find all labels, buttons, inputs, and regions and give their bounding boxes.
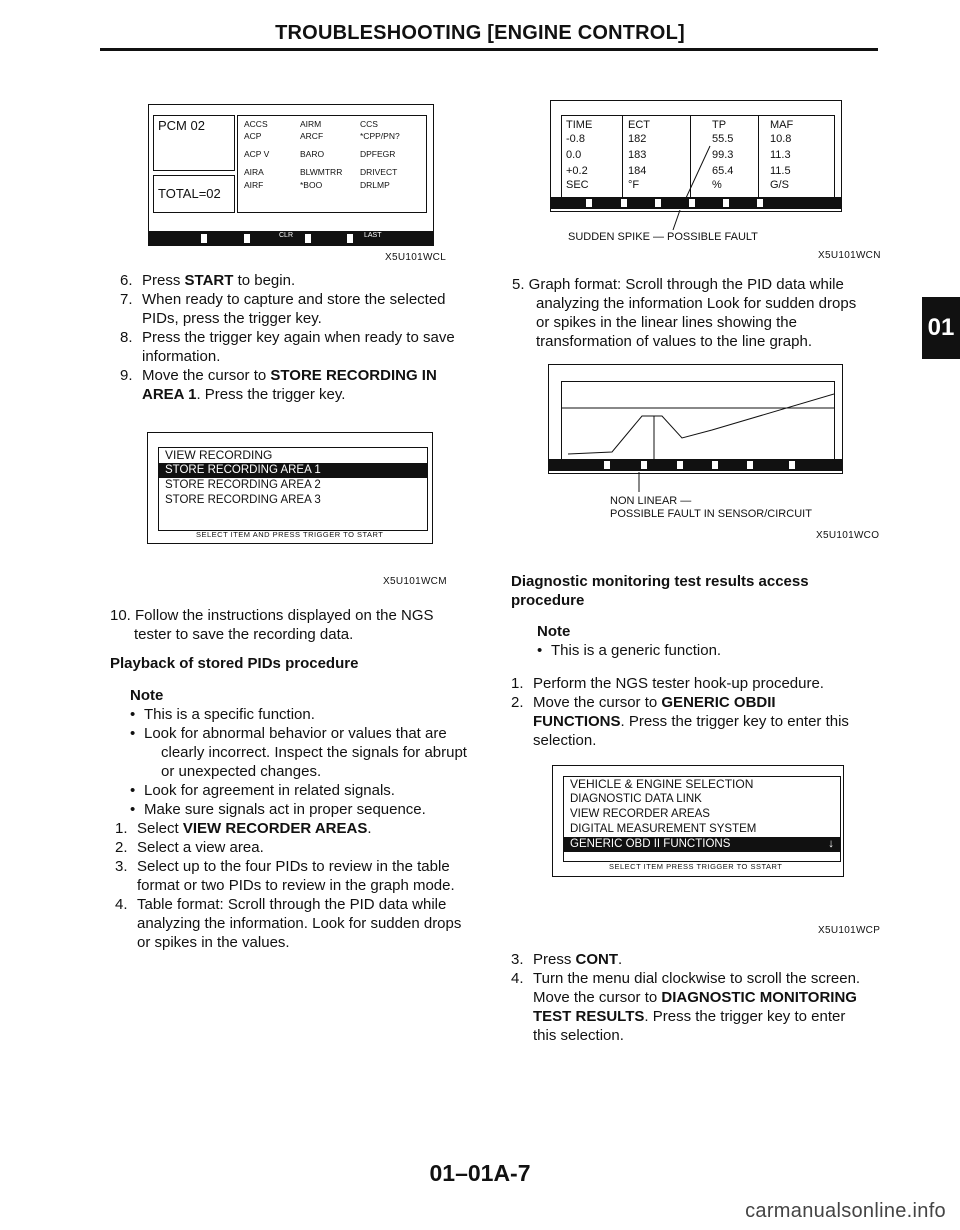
- step-line: 3. Press CONT.: [511, 951, 623, 968]
- pcm-label: PCM 02: [158, 118, 205, 133]
- note-item: • Make sure signals act in proper sequence.: [130, 801, 426, 818]
- pid-grid: [237, 115, 427, 213]
- note-label: Note: [537, 623, 571, 640]
- figure-code: X5U101WCO: [816, 530, 880, 541]
- menu-item-view-recording[interactable]: VIEW RECORDING: [165, 448, 273, 462]
- softkey-bar: [551, 197, 841, 209]
- softkey-bar: [549, 459, 842, 471]
- pid-cell: DPFEGR: [360, 149, 396, 159]
- page-header-title: TROUBLESHOOTING [ENGINE CONTROL]: [275, 22, 685, 44]
- diag-heading-line: Diagnostic monitoring test results access: [511, 573, 809, 590]
- total-label-box: [153, 175, 235, 213]
- step-line: 2. Move the cursor to GENERIC OBDII: [511, 694, 776, 711]
- note-item: clearly incorrect. Inspect the signals for abrupt: [161, 744, 467, 761]
- diag-steps-3-4: [511, 950, 931, 1045]
- figure-code: X5U101WCP: [818, 925, 881, 936]
- watermark: carmanualsonline.info: [745, 1200, 946, 1222]
- softkey-bar: [149, 231, 433, 245]
- pid-cell: CCS: [360, 119, 378, 129]
- graph-caption-line: POSSIBLE FAULT IN SENSOR/CIRCUIT: [610, 508, 812, 520]
- pid-table-grid: [561, 115, 835, 199]
- pid-cell: ARCF: [300, 131, 324, 141]
- unit-label: G/S: [770, 179, 789, 191]
- line-graph: [562, 382, 834, 460]
- menu-item-vehicle-selection[interactable]: VEHICLE & ENGINE SELECTION: [570, 777, 754, 791]
- graph-pointer-tail: [636, 472, 642, 494]
- spike-pointer-line: [562, 116, 834, 198]
- section-tab: 01: [922, 297, 960, 359]
- note-item: • This is a generic function.: [537, 642, 722, 659]
- menu-item-store-area-1[interactable]: STORE RECORDING AREA 1: [159, 463, 427, 478]
- step-line: Move the cursor to DIAGNOSTIC MONITORING: [533, 989, 857, 1006]
- softkey-last: LAST: [364, 232, 382, 239]
- menu-item-view-recorder-areas[interactable]: VIEW RECORDER AREAS: [570, 808, 710, 820]
- table-cell: 11.3: [770, 149, 791, 161]
- unit-label: %: [712, 179, 722, 191]
- pid-cell: AIRA: [244, 167, 264, 177]
- note-item: or unexpected changes.: [161, 763, 322, 780]
- col-header-tp: TP: [712, 119, 727, 131]
- playback-notes: [130, 686, 500, 819]
- step-line: 2. Select a view area.: [115, 839, 264, 856]
- note-item: • Look for agreement in related signals.: [130, 782, 395, 799]
- page-number: 01–01A-7: [429, 1160, 531, 1186]
- pid-table-caption: SUDDEN SPIKE — POSSIBLE FAULT: [568, 231, 758, 243]
- step-line: FUNCTIONS. Press the trigger key to enter this: [533, 713, 849, 730]
- pid-cell: *CPP/PN?: [360, 131, 400, 141]
- step-line: 7. When ready to capture and store the selected: [120, 291, 446, 308]
- step-line: or spikes in the values.: [137, 934, 290, 951]
- steps-6-9: [120, 271, 500, 404]
- table-cell: 182: [628, 133, 647, 145]
- step-line: AREA 1. Press the trigger key.: [142, 386, 346, 403]
- graph-caption-line: NON LINEAR —: [610, 495, 692, 507]
- graph-screen: [548, 364, 843, 474]
- softkey-clr: CLR: [279, 232, 294, 239]
- step-line: 8. Press the trigger key again when ready to save: [120, 329, 455, 346]
- step-line: tester to save the recording data.: [134, 626, 354, 643]
- step-10: [110, 606, 500, 644]
- step-line: selection.: [533, 732, 597, 749]
- table-cell: 0.0: [566, 149, 582, 161]
- table-cell: 11.5: [770, 165, 791, 177]
- menu-item-store-area-2[interactable]: STORE RECORDING AREA 2: [165, 479, 321, 491]
- generic-menu-list: [563, 776, 841, 862]
- steps-1-4: [115, 819, 500, 952]
- pid-cell: DRLMP: [360, 180, 390, 190]
- pid-row-1: ACCS: [244, 119, 268, 129]
- step-line: 10. Follow the instructions displayed on the NGS: [110, 607, 434, 624]
- pid-cell: *BOO: [300, 180, 323, 190]
- note-label: Note: [130, 687, 164, 704]
- pid-cell: BARO: [300, 149, 325, 159]
- table-cell: 55.5: [712, 133, 734, 145]
- figure-code: X5U101WCL: [385, 252, 447, 263]
- unit-label: °F: [628, 179, 640, 191]
- graph-caption: [610, 495, 812, 521]
- step-line: 6. Press START to begin.: [120, 272, 296, 289]
- figure-code: X5U101WCN: [818, 250, 881, 261]
- record-menu-footer: SELECT ITEM AND PRESS TRIGGER TO START: [196, 530, 384, 539]
- col-header-time: TIME: [566, 119, 593, 131]
- diag-steps-1-2: [511, 674, 911, 750]
- step-line: information.: [142, 348, 221, 365]
- pid-cell: ACP V: [244, 149, 270, 159]
- col-header-maf: MAF: [770, 119, 794, 131]
- step-line: 4. Turn the menu dial clockwise to scroll the screen.: [511, 970, 861, 987]
- table-cell: -0.8: [566, 133, 585, 145]
- table-cell: 99.3: [712, 149, 734, 161]
- step-line: transformation of values to the line graph.: [536, 333, 812, 350]
- menu-item-store-area-3[interactable]: STORE RECORDING AREA 3: [165, 494, 321, 506]
- pid-cell: AIRM: [300, 119, 322, 129]
- scroll-down-icon: ↓: [828, 838, 834, 850]
- step-line: 9. Move the cursor to STORE RECORDING IN: [120, 367, 437, 384]
- step-line: 4. Table format: Scroll through the PID data while: [115, 896, 447, 913]
- step-line: or spikes in the linear lines showing the: [536, 314, 797, 331]
- step-5: [512, 275, 912, 351]
- generic-menu-screen: [552, 765, 844, 877]
- record-menu-list: [158, 447, 428, 531]
- step-line: 1. Select VIEW RECORDER AREAS.: [115, 820, 372, 837]
- pid-cell: DRIVECT: [360, 167, 398, 177]
- generic-menu-footer: SELECT ITEM PRESS TRIGGER TO SSTART: [609, 862, 783, 871]
- pid-cell: AIRF: [244, 180, 264, 190]
- step-line: 1. Perform the NGS tester hook-up procedure.: [511, 675, 824, 692]
- menu-item-generic-obd[interactable]: [564, 837, 840, 852]
- pid-list-screen: [148, 104, 434, 246]
- spike-pointer-tail: [670, 210, 690, 232]
- table-cell: 10.8: [770, 133, 792, 145]
- menu-item-diagnostic-data-link[interactable]: DIAGNOSTIC DATA LINK: [570, 793, 702, 805]
- pid-table-screen: [550, 100, 842, 212]
- pid-cell: ACP: [244, 131, 262, 141]
- figure-code: X5U101WCM: [383, 576, 447, 587]
- playback-heading: Playback of stored PIDs procedure: [110, 655, 359, 672]
- step-line: analyzing the information Look for sudden drops: [536, 295, 857, 312]
- header-rule: [100, 48, 878, 51]
- diag-heading: [511, 572, 809, 610]
- step-line: TEST RESULTS. Press the trigger key to enter: [533, 1008, 846, 1025]
- table-cell: 184: [628, 165, 647, 177]
- diag-heading-line: procedure: [511, 592, 585, 609]
- total-label: TOTAL=02: [158, 186, 221, 201]
- note-item: • Look for abnormal behavior or values that are: [130, 725, 447, 742]
- menu-item-generic-obd-label: GENERIC OBD II FUNCTIONS: [570, 838, 731, 850]
- table-cell: 183: [628, 149, 647, 161]
- pid-cell: BLWMTRR: [300, 167, 343, 177]
- step-line: analyzing the information. Look for sudden drops: [137, 915, 462, 932]
- step-line: 5. Graph format: Scroll through the PID data while: [512, 276, 844, 293]
- step-line: PIDs, press the trigger key.: [142, 310, 322, 327]
- step-line: format or two PIDs to review in the graph mode.: [137, 877, 455, 894]
- diag-note: [537, 622, 917, 660]
- unit-label: SEC: [566, 179, 589, 191]
- col-header-ect: ECT: [628, 119, 650, 131]
- menu-item-digital-measurement[interactable]: DIGITAL MEASUREMENT SYSTEM: [570, 823, 757, 835]
- graph-area: [561, 381, 835, 461]
- record-menu-screen: [147, 432, 433, 544]
- note-item: • This is a specific function.: [130, 706, 315, 723]
- step-line: 3. Select up to the four PIDs to review in the table: [115, 858, 450, 875]
- step-line: this selection.: [533, 1027, 624, 1044]
- table-cell: 65.4: [712, 165, 734, 177]
- table-cell: +0.2: [566, 165, 588, 177]
- pcm-label-box: [153, 115, 235, 171]
